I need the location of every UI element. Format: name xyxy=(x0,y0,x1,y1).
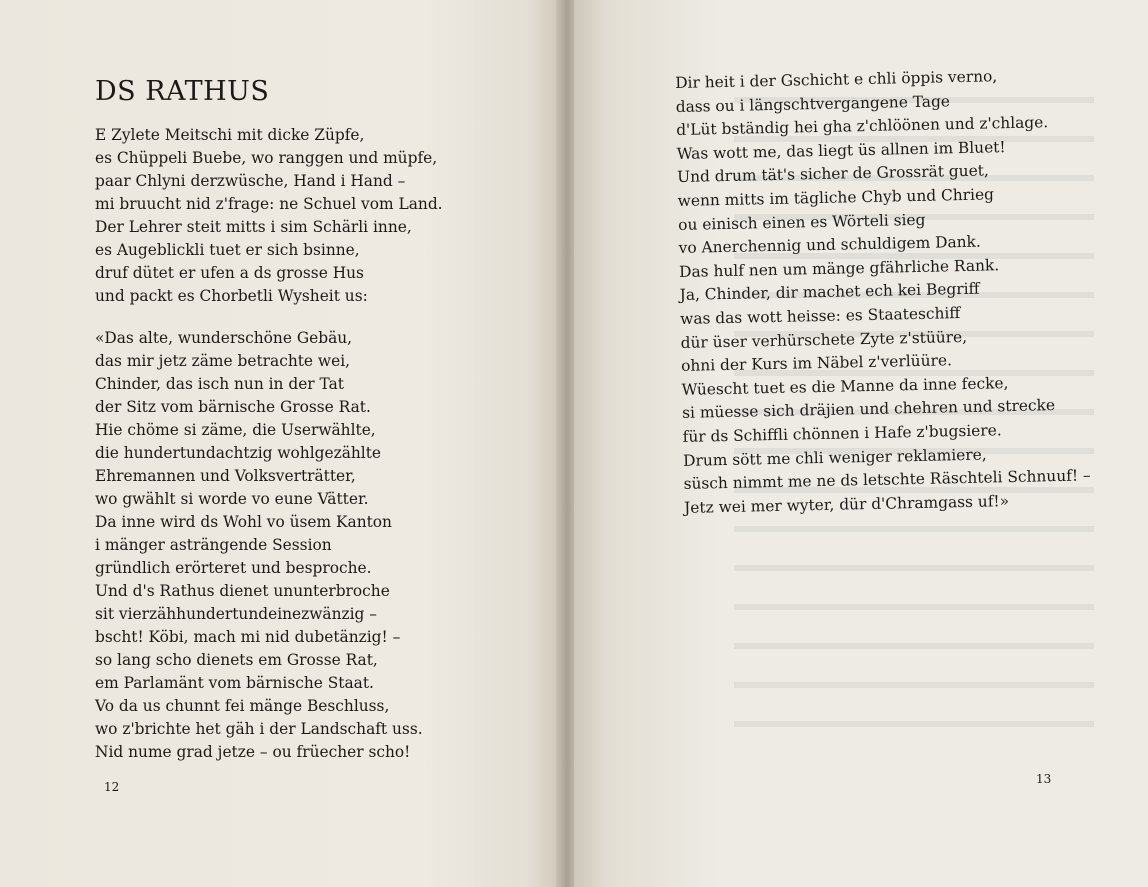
verse-line: d'Lüt bständig hei gha z'chlöönen und z'chlage. xyxy=(676,113,1049,140)
verse-line: wenn mitts im tägliche Chyb und Chrieg xyxy=(677,185,995,210)
verse-line: Dir heit i der Gschicht e chli öppis verno, xyxy=(675,67,998,92)
verse-line: dass ou i längschtvergangene Tage xyxy=(675,91,951,116)
verse-line: sit vierzähhundertundeinezwänzig – xyxy=(95,605,377,623)
verse-line: wo z'brichte het gäh i der Landschaft uss. xyxy=(95,720,423,738)
verse-line: Der Lehrer steit mitts i sim Schärli inne, xyxy=(95,218,412,236)
verse-line: süsch nimmt me ne ds letschte Räschteli Schnuuf! – xyxy=(683,466,1091,494)
verse-line: paar Chlyni derzwüsche, Hand i Hand – xyxy=(95,172,406,190)
verse-line: gründlich erörteret und besproche. xyxy=(95,559,372,577)
verse-line: Was wott me, das liegt üs allnen im Bluet! xyxy=(676,137,1006,163)
verse-line: Wüescht tuet es die Manne da inne fecke, xyxy=(681,373,1009,399)
verse-line: mi bruucht nid z'frage: ne Schuel vom Land. xyxy=(95,195,443,213)
poem-title: DS RATHUS xyxy=(95,76,270,107)
verse-line: wo gwählt si worde vo eune Vätter. xyxy=(95,490,369,508)
verse-line: bscht! Köbi, mach mi nid dubetänzig! – xyxy=(95,628,401,646)
verse-line: so lang scho dienets em Grosse Rat, xyxy=(95,651,378,669)
verse-line: es Augeblickli tuet er sich bsinne, xyxy=(95,241,360,259)
verse-line: Da inne wird ds Wohl vo üsem Kanton xyxy=(95,513,392,531)
stanza-1 xyxy=(95,124,443,308)
verse-line: i mänger asträngende Session xyxy=(95,536,332,554)
verse-line: was das wott heisse: es Staateschiff xyxy=(679,304,961,328)
verse-line: dür üser verhürschete Zyte z'stüüre, xyxy=(680,327,968,352)
verse-line: E Zylete Meitschi mit dicke Züpfe, xyxy=(95,126,365,144)
verse-line: Hie chöme si zäme, die Userwählte, xyxy=(95,421,376,439)
verse-line: Jetz wei mer wyter, dür d'Chramgass uf!» xyxy=(683,491,1010,517)
verse-line: ohni der Kurs im Näbel z'verlüüre. xyxy=(680,351,953,376)
verse-line: und packt es Chorbetli Wysheit us: xyxy=(95,287,368,305)
verse-line: die hundertundachtzig wohlgezählte xyxy=(95,444,382,462)
verse-line: Ehremannen und Volksverträtter, xyxy=(95,467,356,485)
verse-line: Und drum tät's sicher de Grossrät guet, xyxy=(677,161,989,187)
verse-line: das mir jetz zäme betrachte wei, xyxy=(95,352,351,370)
verse-line: ou einisch einen es Wörteli sieg xyxy=(678,210,926,234)
verse-line: Drum sött me chli weniger reklamiere, xyxy=(682,445,987,470)
verse-line: Und d's Rathus dienet ununterbroche xyxy=(95,582,390,600)
page-number-right: 13 xyxy=(1036,772,1052,786)
left-page xyxy=(0,0,560,887)
verse-line: Vo da us chunnt fei mänge Beschluss, xyxy=(95,697,390,715)
verse-line: em Parlamänt vom bärnische Staat. xyxy=(95,674,374,692)
verse-line: für ds Schiffli chönnen i Hafe z'bugsiere. xyxy=(682,421,1002,446)
verse-line: es Chüppeli Buebe, wo ranggen und müpfe, xyxy=(95,149,438,167)
verse-line: vo Anerchennig und schuldigem Dank. xyxy=(678,232,981,258)
verse-line: Chinder, das isch nun in der Tat xyxy=(95,375,344,393)
stanza-2 xyxy=(95,327,423,764)
page-number-left: 12 xyxy=(104,780,120,794)
verse-line: druf dütet er ufen a ds grosse Hus xyxy=(95,264,364,282)
verse-line: Das hulf nen um mänge gfährliche Rank. xyxy=(678,256,1000,281)
verse-line: der Sitz vom bärnische Grosse Rat. xyxy=(95,398,371,416)
verse-line: «Das alte, wunderschöne Gebäu, xyxy=(95,329,353,347)
right-page xyxy=(574,0,1148,887)
verse-line: Ja, Chinder, dir machet ech kei Begriff xyxy=(679,280,980,305)
stanza-3 xyxy=(675,63,1091,520)
verse-line: si müesse sich dräjien und chehren und strecke xyxy=(681,396,1056,423)
verse-line: Nid nume grad jetze – ou früecher scho! xyxy=(95,743,411,761)
